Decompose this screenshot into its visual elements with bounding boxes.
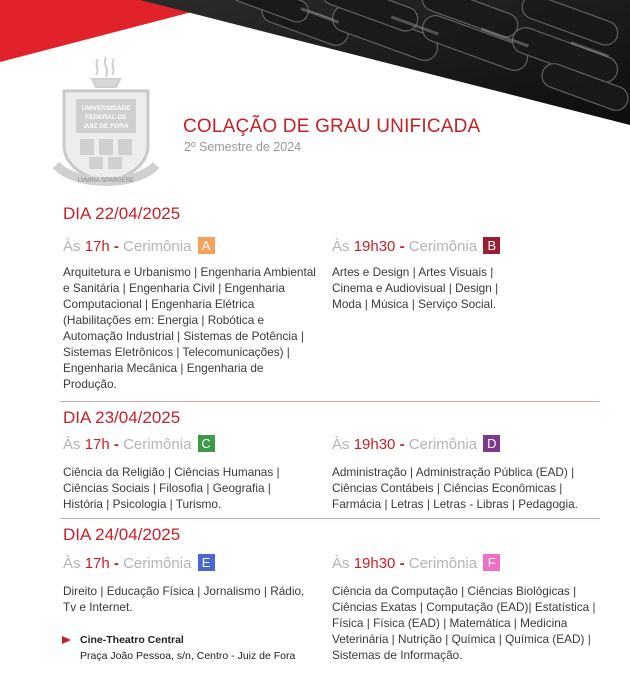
- ceremony-badge-b: B: [483, 237, 500, 254]
- seal-text-line-3: JUIZ DE FORA: [83, 123, 129, 130]
- ceremony-badge-f: F: [483, 554, 500, 571]
- university-seal-logo: [46, 55, 166, 195]
- courses-list-b: Artes e Design | Artes Visuais | Cinema e Audiovisual | Design | Moda | Música | Serviço Social.: [332, 265, 499, 311]
- courses-list-a: Arquitetura e Urbanismo | Engenharia Ambiental e Sanitária | Engenharia Civil | Engenharia Computacional | Engenharia Elétrica (Habilitações em: Energia | Robótica e Automação Industrial | Sistemas de Potência | Sistemas Eletrônicos | Telecomunicações) | Engenharia Mecânica | Engenharia de Produção.: [63, 265, 316, 391]
- day-title-3: DIA 24/04/2025: [63, 525, 181, 544]
- venue-address: Praça João Pessoa, s/n, Centro - Juiz de Fora: [80, 650, 296, 662]
- session-heading-a: Às 17h - Cerimônia A: [63, 237, 215, 255]
- courses-list-f: Ciência da Computação | Ciências Biológicas | Ciências Exatas | Computação (EAD)| Estatística | Física | Física (EAD) | Matemática | Medicina Veterinária | Nutrição | Química | Química (EAD) | Sistemas de Informação.: [332, 584, 596, 662]
- day-title-1: DIA 22/04/2025: [63, 204, 181, 223]
- event-title: COLAÇÃO DE GRAU UNIFICADA: [183, 116, 481, 137]
- seal-text-line-1: UNIVERSIDADE: [81, 105, 131, 112]
- courses-list-e: Direito | Educação Física | Jornalismo | Rádio, Tv e Internet.: [63, 584, 305, 614]
- session-heading-b: Às 19h30 - Cerimônia B: [332, 237, 500, 255]
- ceremony-badge-a: A: [198, 237, 215, 254]
- ceremony-badge-c: C: [198, 435, 215, 452]
- session-heading-e: Às 17h - Cerimônia E: [63, 554, 215, 572]
- session-heading-d: Às 19h30 - Cerimônia D: [332, 435, 500, 453]
- ceremony-badge-d: D: [483, 435, 500, 452]
- ceremony-badge-e: E: [198, 554, 215, 571]
- courses-list-d: Administração | Administração Pública (EAD) | Ciências Contábeis | Ciências Econômicas | Farmácia | Letras | Letras - Libras | Pedagogia.: [332, 465, 578, 511]
- seal-text-line-2: FEDERAL DE: [85, 114, 127, 121]
- seal-motto: LVMINA SPARGERE: [77, 178, 135, 184]
- event-subtitle: 2º Semestre de 2024: [184, 140, 302, 154]
- venue-name: Cine-Theatro Central: [80, 634, 184, 646]
- session-heading-f: Às 19h30 - Cerimônia F: [332, 554, 500, 572]
- day-title-2: DIA 23/04/2025: [63, 408, 181, 427]
- location-arrow-icon: [62, 636, 71, 644]
- session-heading-c: Às 17h - Cerimônia C: [63, 435, 215, 453]
- courses-list-c: Ciência da Religião | Ciências Humanas | Ciências Sociais | Filosofia | Geografia | História | Psicologia | Turismo.: [63, 465, 280, 511]
- day-divider-1: [60, 401, 600, 402]
- day-divider-2: [60, 518, 600, 519]
